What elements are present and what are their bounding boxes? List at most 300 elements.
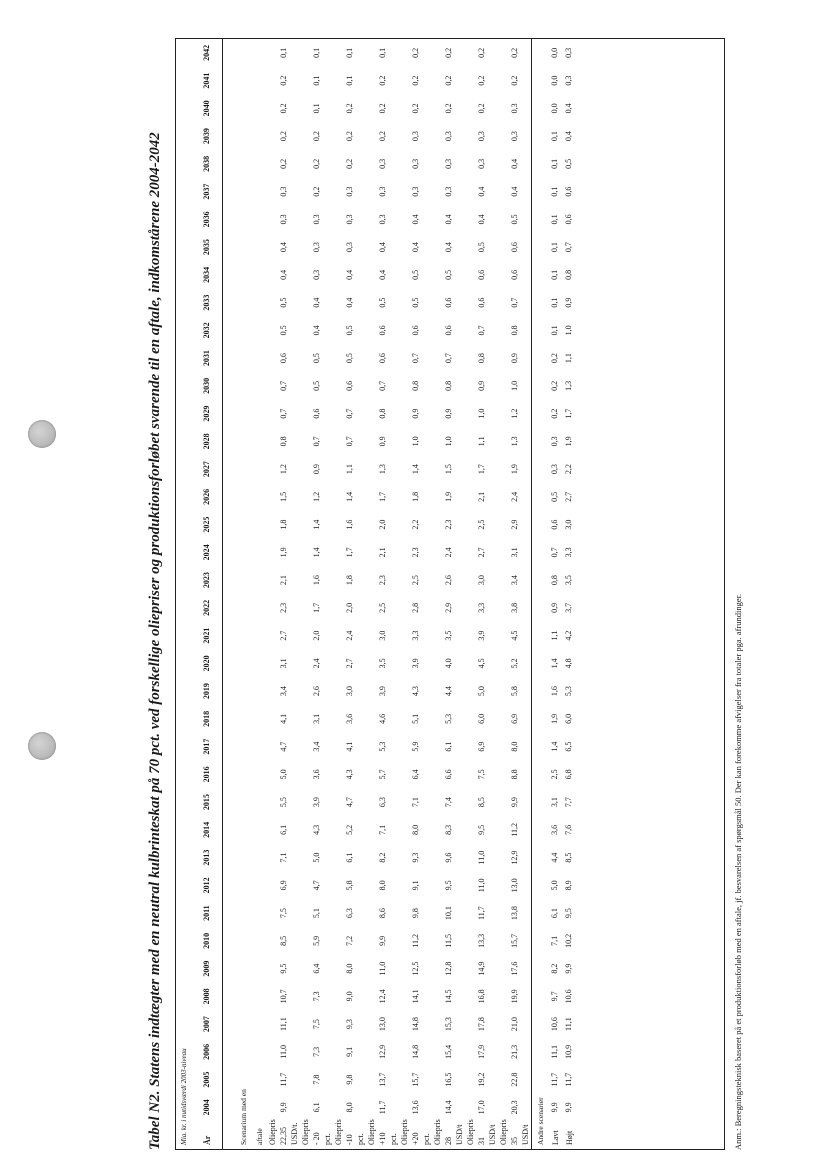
value-cell: 10,7 xyxy=(278,989,288,1004)
value-cell: 7,1 xyxy=(410,797,420,808)
value-cell: 1,9 xyxy=(443,491,453,502)
value-cell: 6,1 xyxy=(550,908,559,919)
value-cell: 0,2 xyxy=(377,131,387,142)
value-cell: 11,0 xyxy=(377,961,387,976)
value-cell: 2,4 xyxy=(443,547,453,558)
value-cell: 13,7 xyxy=(377,1072,387,1087)
value-cell: 6,1 xyxy=(344,852,354,863)
year-column-header: 2016 xyxy=(192,761,223,789)
value-cell: 0,2 xyxy=(278,131,288,142)
value-cell: 0,3 xyxy=(344,242,354,253)
value-cell: 0,5 xyxy=(344,325,354,336)
table-row xyxy=(548,39,562,1149)
value-cell: 15,7 xyxy=(410,1072,420,1087)
value-cell: 0,6 xyxy=(564,186,573,197)
value-cell: 3,1 xyxy=(550,797,559,808)
value-cell: 14,5 xyxy=(443,989,453,1004)
row-label-line: Oliepris 22,35 USD/t. xyxy=(268,1119,299,1145)
value-cell: 0,9 xyxy=(377,436,387,447)
year-column-header: 2042 xyxy=(192,39,223,67)
value-cell: 11,1 xyxy=(550,1045,559,1059)
value-cell: 1,2 xyxy=(278,464,288,475)
year-column-header: 2028 xyxy=(192,428,223,456)
table-row xyxy=(399,39,432,1149)
section-heading: aftale xyxy=(254,1128,264,1145)
value-cell: 0,3 xyxy=(564,75,573,86)
value-cell: 6,3 xyxy=(377,797,387,808)
year-column-header: 2034 xyxy=(192,261,223,289)
value-cell: 6,9 xyxy=(278,880,288,891)
row-label-line: -10 pct. xyxy=(345,1133,365,1145)
value-cell: 3,8 xyxy=(509,602,519,613)
value-cell: 8,0 xyxy=(410,824,420,835)
value-cell: 2,4 xyxy=(509,491,519,502)
table-row xyxy=(432,39,465,1149)
section-heading: Andre scenarier xyxy=(532,39,549,1149)
value-cell: 2,0 xyxy=(377,519,387,530)
value-cell: 1,7 xyxy=(344,547,354,558)
value-cell: 0,3 xyxy=(377,158,387,169)
value-cell: 11,7 xyxy=(564,1072,573,1087)
value-cell: 1,7 xyxy=(311,602,321,613)
value-cell: 2,3 xyxy=(278,602,288,613)
value-cell: 0,1 xyxy=(344,75,354,86)
year-column-header: 2026 xyxy=(192,483,223,511)
value-cell: 0,4 xyxy=(311,325,321,336)
value-cell: 3,5 xyxy=(564,575,573,586)
value-cell: 1,7 xyxy=(564,408,573,419)
value-cell: 12,4 xyxy=(377,989,387,1004)
value-cell: 8,6 xyxy=(377,908,387,919)
value-cell: 6,1 xyxy=(278,824,288,835)
value-cell: 4,7 xyxy=(344,797,354,808)
year-column-header: 2022 xyxy=(192,594,223,622)
value-cell: 13,3 xyxy=(476,933,486,948)
value-cell: 2,0 xyxy=(344,602,354,613)
value-cell: 0,3 xyxy=(476,131,486,142)
value-cell: 15,7 xyxy=(509,933,519,948)
value-cell: 3,0 xyxy=(377,630,387,641)
value-cell: 0,3 xyxy=(377,186,387,197)
value-cell: 3,5 xyxy=(443,630,453,641)
value-cell: 3,6 xyxy=(311,769,321,780)
value-cell: 0,9 xyxy=(509,353,519,364)
value-cell: 2,0 xyxy=(311,630,321,641)
value-cell: 9,9 xyxy=(509,797,519,808)
value-cell: 5,0 xyxy=(311,852,321,863)
row-label-line: +20 pct. xyxy=(411,1132,431,1145)
value-cell: 13,0 xyxy=(509,878,519,893)
value-cell: 0,1 xyxy=(311,103,321,114)
value-cell: 0,3 xyxy=(311,242,321,253)
value-cell: 2,1 xyxy=(476,491,486,502)
value-cell: 0,4 xyxy=(377,242,387,253)
value-cell: 0,4 xyxy=(476,186,486,197)
value-cell: 1,4 xyxy=(550,741,559,752)
value-cell: 0,3 xyxy=(550,464,559,475)
row-label-line: 28 USD/t xyxy=(444,1124,464,1145)
value-cell: 8,5 xyxy=(564,852,573,863)
value-cell: 4,6 xyxy=(377,713,387,724)
value-cell: 0,5 xyxy=(550,491,559,502)
value-cell: 1,9 xyxy=(564,436,573,447)
value-cell: 1,1 xyxy=(476,436,486,447)
value-cell: 9,5 xyxy=(476,824,486,835)
row-label-line: +10 pct. xyxy=(378,1132,398,1145)
row-label xyxy=(465,1121,498,1149)
value-cell: 1,3 xyxy=(564,380,573,391)
value-cell: 11,7 xyxy=(550,1072,559,1087)
value-cell: 2,9 xyxy=(509,519,519,530)
value-cell: 1,6 xyxy=(311,575,321,586)
year-column-header: 2008 xyxy=(192,983,223,1011)
value-cell: 9,3 xyxy=(344,1019,354,1030)
value-cell: 10,6 xyxy=(550,1017,559,1032)
value-cell: 0,5 xyxy=(278,297,288,308)
value-cell: 3,3 xyxy=(410,630,420,641)
value-cell: 3,4 xyxy=(509,575,519,586)
value-cell: 0,3 xyxy=(410,158,420,169)
value-cell: 6,4 xyxy=(311,963,321,974)
year-column-header: 2037 xyxy=(192,178,223,206)
value-cell: 1,3 xyxy=(377,464,387,475)
value-cell: 0,2 xyxy=(443,47,453,58)
value-cell: 0,4 xyxy=(344,297,354,308)
value-cell: 0,5 xyxy=(509,214,519,225)
year-column-header: 2031 xyxy=(192,344,223,372)
year-column-header: 2018 xyxy=(192,705,223,733)
table-row xyxy=(300,39,333,1149)
value-cell: 7,8 xyxy=(311,1074,321,1085)
value-cell: 7,6 xyxy=(564,824,573,835)
value-cell: 0,2 xyxy=(509,75,519,86)
value-cell: 4,4 xyxy=(443,686,453,697)
value-cell: 0,7 xyxy=(344,436,354,447)
value-cell: 3,4 xyxy=(311,741,321,752)
row-label-line: Lavt xyxy=(550,1130,560,1145)
value-cell: 1,8 xyxy=(344,575,354,586)
value-cell: 8,2 xyxy=(377,852,387,863)
value-cell: 4,1 xyxy=(344,741,354,752)
value-cell: 0,4 xyxy=(509,158,519,169)
value-cell: 0,7 xyxy=(410,353,420,364)
value-cell: 11,0 xyxy=(476,850,486,865)
value-cell: 5,2 xyxy=(344,824,354,835)
value-cell: 1,9 xyxy=(278,547,288,558)
year-column-header: 2020 xyxy=(192,650,223,678)
year-column-header: 2021 xyxy=(192,622,223,650)
footnote: Anm.: Beregningsteknisk baseret på et produktionsforløb med en aftale, jf. besvarelsen af spørgsmål 50. Der kan forekomme afvigelser fra totaler pga. afrundinger. xyxy=(733,593,743,1150)
value-cell: 8,0 xyxy=(509,741,519,752)
value-cell: 4,3 xyxy=(311,824,321,835)
value-cell: 2,8 xyxy=(410,602,420,613)
value-cell: 2,6 xyxy=(443,575,453,586)
value-cell: 5,0 xyxy=(550,880,559,891)
value-cell: 9,9 xyxy=(564,963,573,974)
value-cell: 6,1 xyxy=(311,1102,321,1113)
value-cell: 0,7 xyxy=(377,380,387,391)
year-column-header: 2009 xyxy=(192,955,223,983)
value-cell: 5,9 xyxy=(410,741,420,752)
unit-label: Mia. kr. i nutidsværdi 2003-niveau xyxy=(180,1048,188,1145)
value-cell: 0,2 xyxy=(344,131,354,142)
value-cell: 7,4 xyxy=(443,797,453,808)
year-column-header: 2039 xyxy=(192,122,223,150)
row-label-line: Oliepris xyxy=(433,1119,442,1145)
value-cell: 1,6 xyxy=(344,519,354,530)
value-cell: 3,0 xyxy=(564,519,573,530)
table-row xyxy=(562,39,576,1149)
year-column-header: 2012 xyxy=(192,872,223,900)
value-cell: 0,2 xyxy=(377,103,387,114)
value-cell: 0,4 xyxy=(509,186,519,197)
value-cell: 16,8 xyxy=(476,989,486,1004)
value-cell: 12,8 xyxy=(443,961,453,976)
value-cell: 3,0 xyxy=(476,575,486,586)
value-cell: 14,8 xyxy=(410,1044,420,1059)
value-cell: 9,9 xyxy=(550,1102,559,1113)
value-cell: 4,5 xyxy=(476,658,486,669)
value-cell: 0,2 xyxy=(476,75,486,86)
value-cell: 6,9 xyxy=(509,713,519,724)
value-cell: 12,9 xyxy=(509,850,519,865)
value-cell: 0,3 xyxy=(443,186,453,197)
value-cell: 0,8 xyxy=(509,325,519,336)
year-column-header: 2025 xyxy=(192,511,223,539)
value-cell: 7,3 xyxy=(311,991,321,1002)
table-row xyxy=(267,39,300,1149)
value-cell: 6,0 xyxy=(476,713,486,724)
value-cell: 0,2 xyxy=(377,75,387,86)
value-cell: 2,5 xyxy=(550,769,559,780)
value-cell: 9,9 xyxy=(278,1102,288,1113)
row-label-line: Højt xyxy=(564,1130,574,1145)
value-cell: 0,5 xyxy=(311,380,321,391)
value-cell: 17,8 xyxy=(476,1017,486,1032)
value-cell: 0,9 xyxy=(476,380,486,391)
year-column-header: 2030 xyxy=(192,372,223,400)
year-header: År xyxy=(192,1121,223,1149)
year-column-header: 2023 xyxy=(192,566,223,594)
value-cell: 0,7 xyxy=(311,436,321,447)
value-cell: 5,5 xyxy=(278,797,288,808)
year-column-header: 2040 xyxy=(192,95,223,123)
value-cell: 2,1 xyxy=(377,547,387,558)
value-cell: 7,5 xyxy=(311,1019,321,1030)
value-cell: 13,6 xyxy=(410,1100,420,1115)
value-cell: 0,2 xyxy=(311,186,321,197)
value-cell: 0,3 xyxy=(377,214,387,225)
value-cell: 0,3 xyxy=(311,214,321,225)
value-cell: 9,6 xyxy=(443,852,453,863)
value-cell: 0,1 xyxy=(311,47,321,58)
value-cell: 0,6 xyxy=(311,408,321,419)
value-cell: 2,7 xyxy=(564,491,573,502)
value-cell: 9,5 xyxy=(564,908,573,919)
value-cell: 0,6 xyxy=(443,325,453,336)
value-cell: 0,8 xyxy=(377,408,387,419)
year-column-header: 2007 xyxy=(192,1010,223,1038)
value-cell: 7,1 xyxy=(377,824,387,835)
value-cell: 9,8 xyxy=(410,908,420,919)
value-cell: 3,1 xyxy=(278,658,288,669)
value-cell: 0,6 xyxy=(476,297,486,308)
value-cell: 1,0 xyxy=(509,380,519,391)
value-cell: 11,7 xyxy=(278,1072,288,1087)
value-cell: 0,2 xyxy=(311,158,321,169)
value-cell: 0,2 xyxy=(550,353,559,364)
value-cell: 0,9 xyxy=(550,602,559,613)
value-cell: 0,5 xyxy=(410,297,420,308)
value-cell: 2,7 xyxy=(476,547,486,558)
value-cell: 2,2 xyxy=(410,519,420,530)
value-cell: 9,7 xyxy=(550,991,559,1002)
value-cell: 0,3 xyxy=(509,103,519,114)
row-label-line: 35 USD/t xyxy=(510,1124,530,1145)
value-cell: 0,4 xyxy=(564,103,573,114)
row-label xyxy=(498,1121,532,1149)
value-cell: 14,4 xyxy=(443,1100,453,1115)
value-cell: 4,7 xyxy=(311,880,321,891)
value-cell: 6,9 xyxy=(476,741,486,752)
value-cell: 8,0 xyxy=(377,880,387,891)
value-cell: 0,6 xyxy=(564,214,573,225)
value-cell: 8,5 xyxy=(278,935,288,946)
value-cell: 0,6 xyxy=(443,297,453,308)
value-cell: 3,0 xyxy=(344,686,354,697)
value-cell: 9,0 xyxy=(344,991,354,1002)
value-cell: 2,3 xyxy=(377,575,387,586)
value-cell: 0,1 xyxy=(550,131,559,142)
table-title: Tabel N2. Statens indtægter med en neutral kulbrinteskat på 70 pct. ved forskellige oliepriser og produktionsforløbet svarende til en aftale, indkomstårene 2004-2042 xyxy=(147,132,163,1150)
value-cell: 4,2 xyxy=(564,630,573,641)
value-cell: 1,4 xyxy=(311,547,321,558)
value-cell: 0,2 xyxy=(410,75,420,86)
value-cell: 4,0 xyxy=(443,658,453,669)
value-cell: 10,1 xyxy=(443,906,453,921)
value-cell: 9,5 xyxy=(278,963,288,974)
value-cell: 0,6 xyxy=(377,353,387,364)
year-column-header: 2038 xyxy=(192,150,223,178)
value-cell: 11,1 xyxy=(278,1017,288,1031)
value-cell: 17,0 xyxy=(476,1100,486,1115)
value-cell: 0,2 xyxy=(311,131,321,142)
value-cell: 2,7 xyxy=(344,658,354,669)
value-cell: 0,5 xyxy=(377,297,387,308)
value-cell: 1,0 xyxy=(410,436,420,447)
value-cell: 0,5 xyxy=(278,325,288,336)
value-cell: 2,3 xyxy=(410,547,420,558)
value-cell: 7,5 xyxy=(476,769,486,780)
value-cell: 0,7 xyxy=(509,297,519,308)
value-cell: 0,2 xyxy=(550,380,559,391)
row-label-line: Oliepris xyxy=(499,1119,508,1145)
row-label-line: Oliepris xyxy=(400,1119,409,1145)
value-cell: 7,3 xyxy=(311,1046,321,1057)
value-cell: 0,7 xyxy=(278,408,288,419)
row-label-line: Oliepris xyxy=(301,1119,310,1145)
value-cell: 5,1 xyxy=(311,908,321,919)
value-cell: 1,7 xyxy=(377,491,387,502)
value-cell: 3,3 xyxy=(476,602,486,613)
value-cell: 0,7 xyxy=(564,242,573,253)
value-cell: 1,1 xyxy=(550,630,559,641)
row-label xyxy=(432,1121,465,1149)
value-cell: 11,0 xyxy=(476,878,486,893)
value-cell: 0,6 xyxy=(278,353,288,364)
data-table xyxy=(176,39,576,1149)
value-cell: 0,3 xyxy=(476,158,486,169)
value-cell: 1,9 xyxy=(509,464,519,475)
value-cell: 6,3 xyxy=(344,908,354,919)
value-cell: 7,7 xyxy=(564,797,573,808)
value-cell: 2,5 xyxy=(410,575,420,586)
value-cell: 2,5 xyxy=(476,519,486,530)
table-row xyxy=(498,39,532,1149)
value-cell: 3,6 xyxy=(550,824,559,835)
value-cell: 5,8 xyxy=(344,880,354,891)
row-label xyxy=(267,1121,300,1149)
value-cell: 2,3 xyxy=(443,519,453,530)
value-cell: 3,3 xyxy=(564,547,573,558)
value-cell: 2,7 xyxy=(278,630,288,641)
value-cell: 0,3 xyxy=(443,131,453,142)
row-label xyxy=(399,1121,432,1149)
value-cell: 5,9 xyxy=(311,935,321,946)
row-label xyxy=(562,1121,576,1149)
value-cell: 0,4 xyxy=(311,297,321,308)
value-cell: 15,3 xyxy=(443,1017,453,1032)
value-cell: 1,6 xyxy=(550,686,559,697)
table-row xyxy=(366,39,399,1149)
value-cell: 0,4 xyxy=(443,242,453,253)
value-cell: 0,4 xyxy=(410,214,420,225)
value-cell: 0,5 xyxy=(443,269,453,280)
value-cell: 0,2 xyxy=(550,408,559,419)
value-cell: 11,7 xyxy=(377,1100,387,1115)
value-cell: 0,1 xyxy=(550,186,559,197)
value-cell: 14,9 xyxy=(476,961,486,976)
year-column-header: 2033 xyxy=(192,289,223,317)
row-label-line: - 20 pct. xyxy=(312,1132,332,1145)
value-cell: 1,4 xyxy=(410,464,420,475)
value-cell: 22,8 xyxy=(509,1072,519,1087)
row-label xyxy=(300,1121,333,1149)
value-cell: 0,2 xyxy=(344,158,354,169)
value-cell: 0,1 xyxy=(278,47,288,58)
table-frame xyxy=(175,38,725,1150)
year-column-header: 2036 xyxy=(192,206,223,234)
value-cell: 0,4 xyxy=(278,242,288,253)
value-cell: 2,5 xyxy=(377,602,387,613)
value-cell: 0,6 xyxy=(344,380,354,391)
value-cell: 6,1 xyxy=(443,741,453,752)
value-cell: 2,2 xyxy=(564,464,573,475)
value-cell: 8,9 xyxy=(564,880,573,891)
value-cell: 7,5 xyxy=(278,908,288,919)
value-cell: 3,6 xyxy=(344,713,354,724)
value-cell: 1,2 xyxy=(311,491,321,502)
value-cell: 0,3 xyxy=(550,436,559,447)
value-cell: 0,2 xyxy=(443,103,453,114)
value-cell: 3,1 xyxy=(311,713,321,724)
value-cell: 15,4 xyxy=(443,1044,453,1059)
value-cell: 0,3 xyxy=(410,186,420,197)
value-cell: 0,7 xyxy=(443,353,453,364)
value-cell: 7,1 xyxy=(278,852,288,863)
value-cell: 20,3 xyxy=(509,1100,519,1115)
value-cell: 2,1 xyxy=(278,575,288,586)
